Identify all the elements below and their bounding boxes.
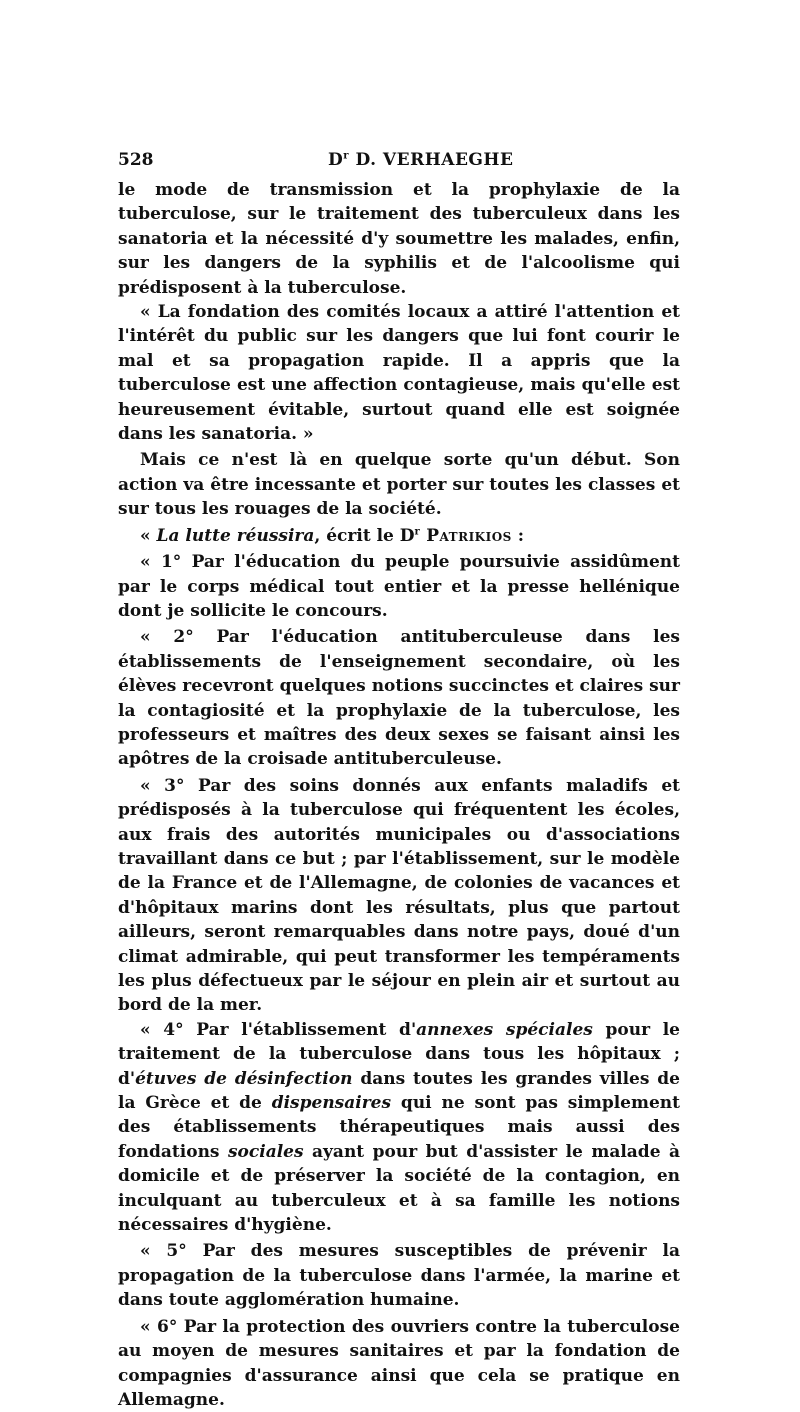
author-name: Patrikios: [419, 525, 512, 546]
page-header: [118, 150, 680, 174]
paragraph-1: le mode de transmission et la prophylaxie de la tuberculose, sur le traitement des tuberculeux dans les sanatoria et la nécessité d'y soumettre les malades, enfin, sur les dangers de la syphilis et de l'alcoolisme qui prédisposent à la tuberculose.: [118, 180, 680, 298]
paragraph-10: « 6° Par la protection des ouvriers contre la tuberculose au moyen de mesures sanitaires et par la fondation de compagnies d'assurance ainsi que cela se pratique en Allemagne.: [118, 1316, 680, 1410]
paragraph-7: « 3° Par des soins donnés aux enfants maladifs et prédisposés à la tuberculose qui fréquentent les écoles, aux frais des autorités municipales ou d'associations travaillant dans ce but ; par l'établissement, sur le modèle de la France et de l'Allemagne, de colonies de vacances et d'hôpitaux marins dont les résultats, plus que partout ailleurs, seront remarquables dans notre pays, doué d'un climat admirable, qui peut transformer les tempéraments les plus défectueux par le séjour en plein air et surtout au bord de la mer.: [118, 775, 680, 1016]
paragraph-2: « La fondation des comités locaux a attiré l'attention et l'intérêt du public sur les dangers que lui font courir le mal et sa propagation rapide. Il a appris que la tuberculose est une affection contagieuse, mais qu'elle est heureusement évitable, surtout quand elle est soignée dans les sanatoria. »: [118, 302, 680, 445]
body-text: [118, 178, 680, 1412]
running-head: [328, 150, 513, 170]
emphasis-etuves: étuves de désinfection: [135, 1068, 353, 1089]
running-head-superscript: r: [343, 150, 350, 162]
emphasis-sociales: sociales: [227, 1141, 304, 1162]
paragraph-8: « 4° Par l'établissement d'annexes spéciales pour le traitement de la tuberculose dans tous les hôpitaux ; d'étuves de désinfection dans toutes les grandes villes de la Grèce et de dispensaires qui ne sont pas simplement des établissements thérapeutiques mais aussi des fondations sociales ayant pour but d'assister le malade à domicile et de préserver la société de la contagion, en inculquant au tuberculeux et à sa famille les notions nécessaires d'hygiène.: [118, 1019, 681, 1236]
paragraph-4: « La lutte réussira, écrit le $D^r$ Patrikios :: [140, 525, 525, 546]
paragraph-9: « 5° Par des mesures susceptibles de prévenir la propagation de la tuberculose dans l'armée, la marine et dans toute agglomération humaine.: [118, 1241, 680, 1311]
paragraph-3: Mais ce n'est là en quelque sorte qu'un début. Son action va être incessante et porter sur toutes les classes et sur tous les rouages de la société.: [118, 450, 680, 520]
paragraph-5: « 1° Par l'éducation du peuple poursuivie assidûment par le corps médical tout entier et la presse hellénique dont je sollicite le concours.: [118, 552, 680, 621]
emphasis-annexes: annexes spéciales: [416, 1019, 593, 1040]
running-head-prefix: D: [328, 150, 344, 170]
quote-title: La lutte réussira: [156, 525, 315, 546]
paragraph-6: « 2° Par l'éducation antituberculeuse dans les établissements de l'enseignement secondaire, où les élèves recevront quelques notions succinctes et claires sur la contagiosité et la prophylaxie de la tuberculose, les professeurs et maîtres des deux sexes se faisant ainsi les apôtres de la croisade antituberculeuse.: [118, 627, 680, 770]
emphasis-dispensaires: dispensaires: [271, 1093, 392, 1114]
running-head-author: D. VERHAEGHE: [349, 150, 514, 170]
page-number: 528: [118, 150, 154, 170]
